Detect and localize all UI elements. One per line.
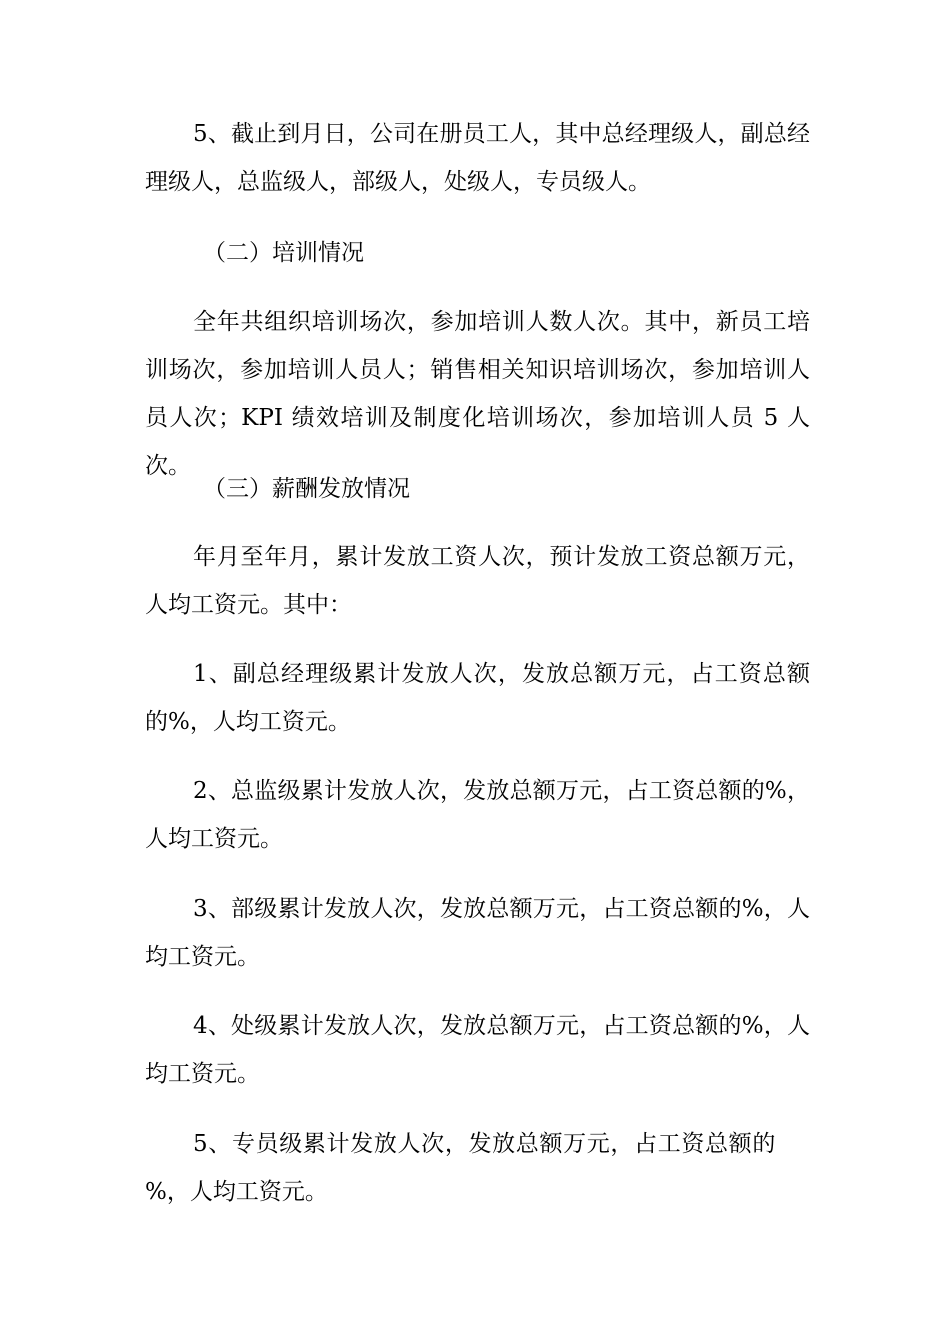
paragraph-salary-summary: 年月至年月，累计发放工资人次，预计发放工资总额万元，人均工资元。其中：: [145, 544, 810, 618]
paragraph-salary-vp: 1、副总经理级累计发放人次，发放总额万元，占工资总额的%，人均工资元。: [145, 661, 810, 735]
paragraph-salary-director: 2、总监级累计发放人次，发放总额万元，占工资总额的%，人均工资元。: [145, 778, 810, 852]
paragraph-salary-specialist-part1: 5、专员级累计发放人次，发放总额万元，占工资总额的: [193, 1131, 776, 1157]
paragraph-salary-specialist-part2: %，人均工资元。: [145, 1179, 328, 1205]
paragraph-salary-section: 4、处级累计发放人次，发放总额万元，占工资总额的%，人均工资元。: [145, 1013, 810, 1087]
paragraph-salary-specialist: [145, 1120, 810, 1216]
paragraph-training: 全年共组织培训场次，参加培训人数人次。其中，新员工培训场次，参加培训人员人；销售相关知识培训场次，参加培训人员人次；KPI 绩效培训及制度化培训场次，参加培训人员 5 人次。: [145, 309, 810, 479]
heading-salary: （三）薪酬发放情况: [203, 476, 410, 502]
heading-training: （二）培训情况: [203, 240, 364, 266]
paragraph-salary-department: 3、部级累计发放人次，发放总额万元，占工资总额的%，人均工资元。: [145, 896, 810, 970]
paragraph-staff-count: 5、截止到月日，公司在册员工人，其中总经理级人，副总经理级人，总监级人，部级人，处级人，专员级人。: [145, 121, 810, 195]
